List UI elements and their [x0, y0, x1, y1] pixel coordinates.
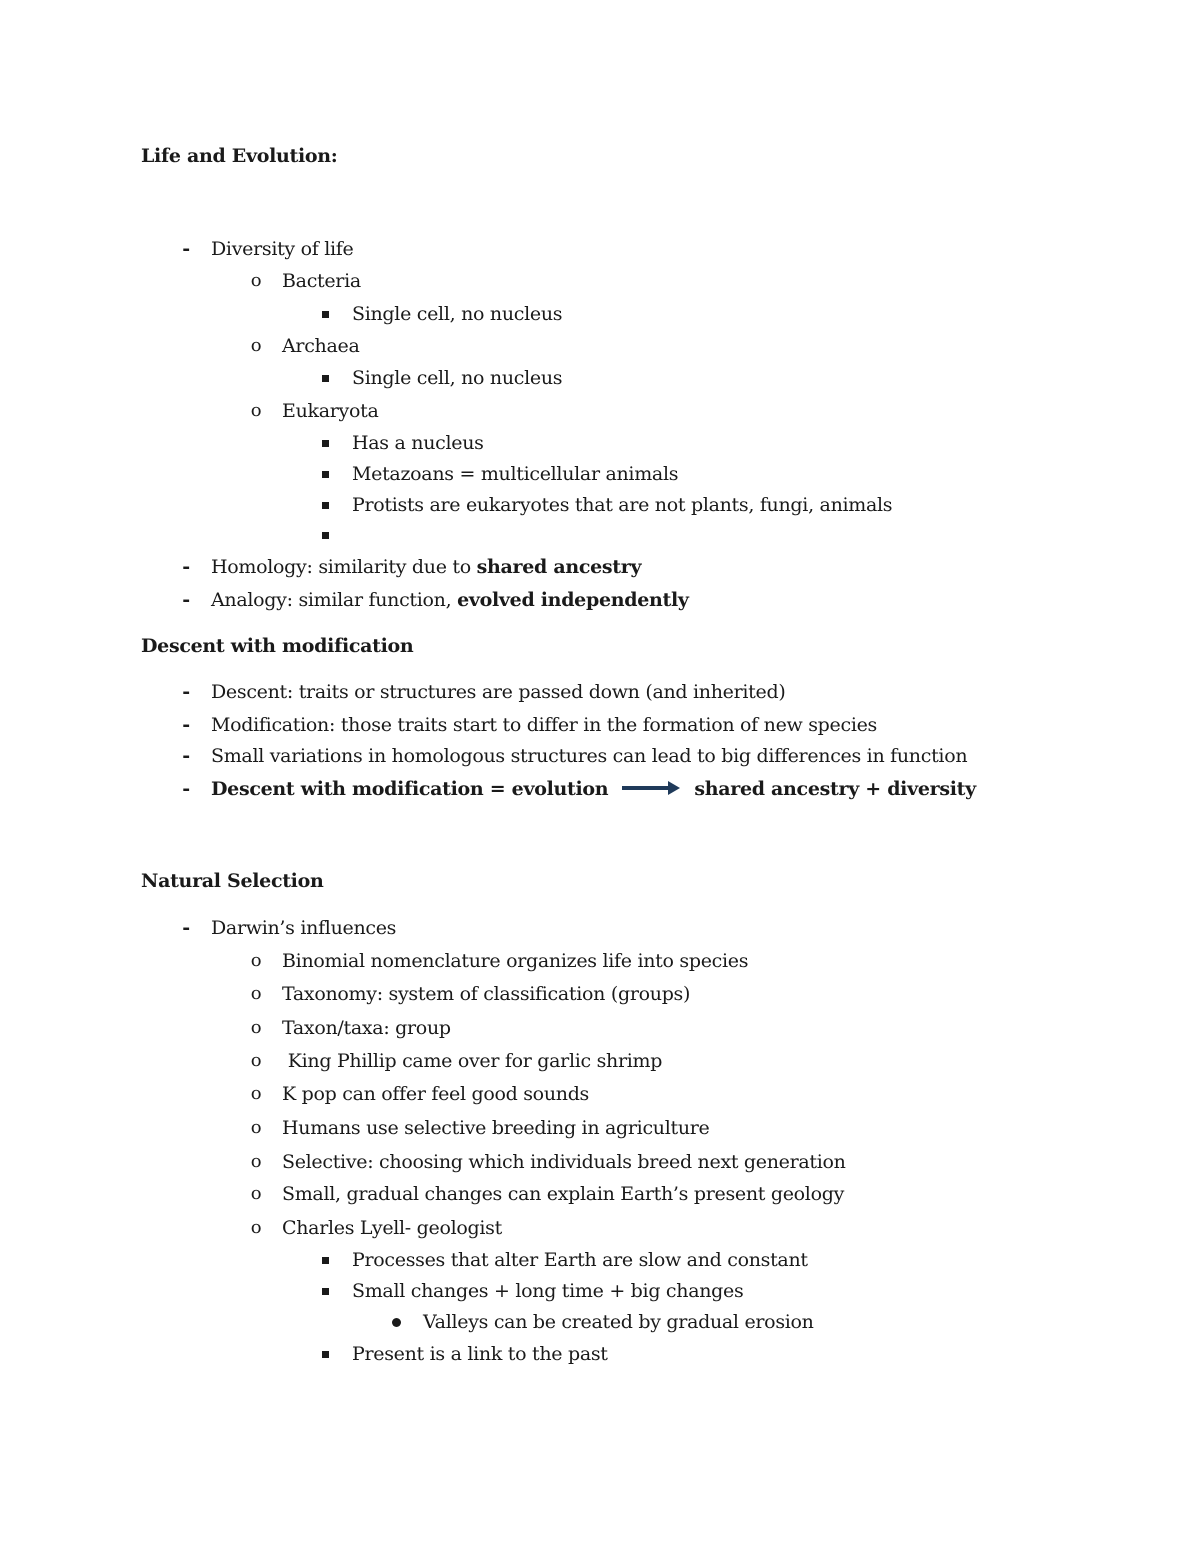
item-text: Has a nucleus	[352, 432, 484, 454]
item-text: Processes that alter Earth are slow and constant	[352, 1249, 808, 1271]
list-item	[250, 270, 361, 292]
list-item	[250, 950, 749, 972]
list-item	[250, 1017, 451, 1039]
item-text: Archaea	[282, 335, 360, 357]
list-item	[182, 238, 354, 260]
dash-bullet: -	[182, 681, 190, 703]
list-item	[250, 1117, 710, 1139]
item-text: Protists are eukaryotes that are not plants, fungi, animals	[352, 494, 893, 516]
circle-bullet: o	[250, 950, 262, 971]
circle-bullet: o	[250, 1117, 262, 1138]
item-text-bold: evolved independently	[457, 589, 689, 611]
item-text: Taxonomy: system of classification (groups)	[282, 983, 691, 1005]
heading-natural-selection: Natural Selection	[141, 870, 324, 892]
circle-bullet: o	[250, 335, 262, 356]
circle-bullet: o	[250, 1151, 262, 1172]
item-text: Metazoans = multicellular animals	[352, 463, 679, 485]
circle-bullet: o	[250, 270, 262, 291]
dash-bullet: -	[182, 714, 190, 736]
dash-bullet: -	[182, 589, 190, 611]
list-item	[352, 1280, 743, 1302]
list-item	[250, 1217, 502, 1239]
circle-bullet: o	[250, 400, 262, 421]
list-item	[250, 1151, 846, 1173]
item-text: Binomial nomenclature organizes life into species	[282, 950, 749, 972]
circle-bullet: o	[250, 983, 262, 1004]
item-text: Single cell, no nucleus	[352, 367, 563, 389]
circle-bullet: o	[250, 1017, 262, 1038]
item-text: Analogy: similar function,	[211, 589, 458, 611]
item-text-bold: shared ancestry	[476, 556, 642, 578]
list-item	[352, 303, 562, 325]
list-item	[352, 432, 484, 454]
item-text: Small changes + long time + big changes	[352, 1280, 744, 1302]
item-text: Humans use selective breeding in agriculture	[282, 1117, 710, 1139]
heading-life-and-evolution: Life and Evolution:	[141, 145, 338, 167]
item-text: King Phillip came over for garlic shrimp	[282, 1050, 663, 1072]
item-text: Eukaryota	[282, 400, 379, 422]
item-text: Homology: similarity due to	[211, 556, 477, 578]
list-item	[250, 983, 691, 1005]
dash-bullet: -	[182, 778, 190, 800]
item-text: Bacteria	[282, 270, 361, 292]
item-text-bold: Descent with modification = evolution	[211, 778, 609, 800]
right-arrow-icon	[622, 781, 680, 795]
list-item	[182, 681, 786, 703]
item-text: Valleys can be created by gradual erosion	[423, 1311, 814, 1333]
list-item	[250, 335, 360, 357]
list-item	[250, 1050, 663, 1072]
item-text: Selective: choosing which individuals breed next generation	[282, 1151, 846, 1173]
list-item	[352, 494, 892, 516]
item-text: Present is a link to the past	[352, 1343, 608, 1365]
list-item	[423, 1311, 814, 1333]
circle-bullet: o	[250, 1050, 262, 1071]
heading-descent-with-modification: Descent with modification	[141, 635, 414, 657]
item-text-bold: shared ancestry + diversity	[694, 778, 976, 800]
item-text: Small variations in homologous structures can lead to big differences in function	[211, 745, 968, 767]
list-item	[250, 400, 379, 422]
list-item	[352, 1343, 608, 1365]
item-text: K pop can offer feel good sounds	[282, 1083, 590, 1105]
item-text: Single cell, no nucleus	[352, 303, 563, 325]
list-item	[352, 367, 562, 389]
list-item	[182, 714, 877, 736]
list-item	[182, 778, 976, 800]
item-text: Darwin’s influences	[211, 917, 397, 939]
item-text: Small, gradual changes can explain Earth’s present geology	[282, 1183, 845, 1205]
list-item	[352, 1249, 808, 1271]
dash-bullet: -	[182, 556, 190, 578]
list-item	[182, 589, 689, 611]
circle-bullet: o	[250, 1183, 262, 1204]
circle-bullet: o	[250, 1083, 262, 1104]
list-item	[250, 1183, 845, 1205]
item-text: Diversity of life	[211, 238, 354, 260]
circle-bullet: o	[250, 1217, 262, 1238]
dash-bullet: -	[182, 917, 190, 939]
dash-bullet: -	[182, 745, 190, 767]
item-text: Charles Lyell- geologist	[282, 1217, 502, 1239]
list-item	[182, 745, 968, 767]
item-text: Descent: traits or structures are passed down (and inherited)	[211, 681, 786, 703]
list-item	[182, 917, 397, 939]
list-item	[352, 463, 678, 485]
dash-bullet: -	[182, 238, 190, 260]
list-item	[182, 556, 642, 578]
item-text: Modification: those traits start to differ in the formation of new species	[211, 714, 877, 736]
item-text: Taxon/taxa: group	[282, 1017, 451, 1039]
list-item	[250, 1083, 590, 1105]
